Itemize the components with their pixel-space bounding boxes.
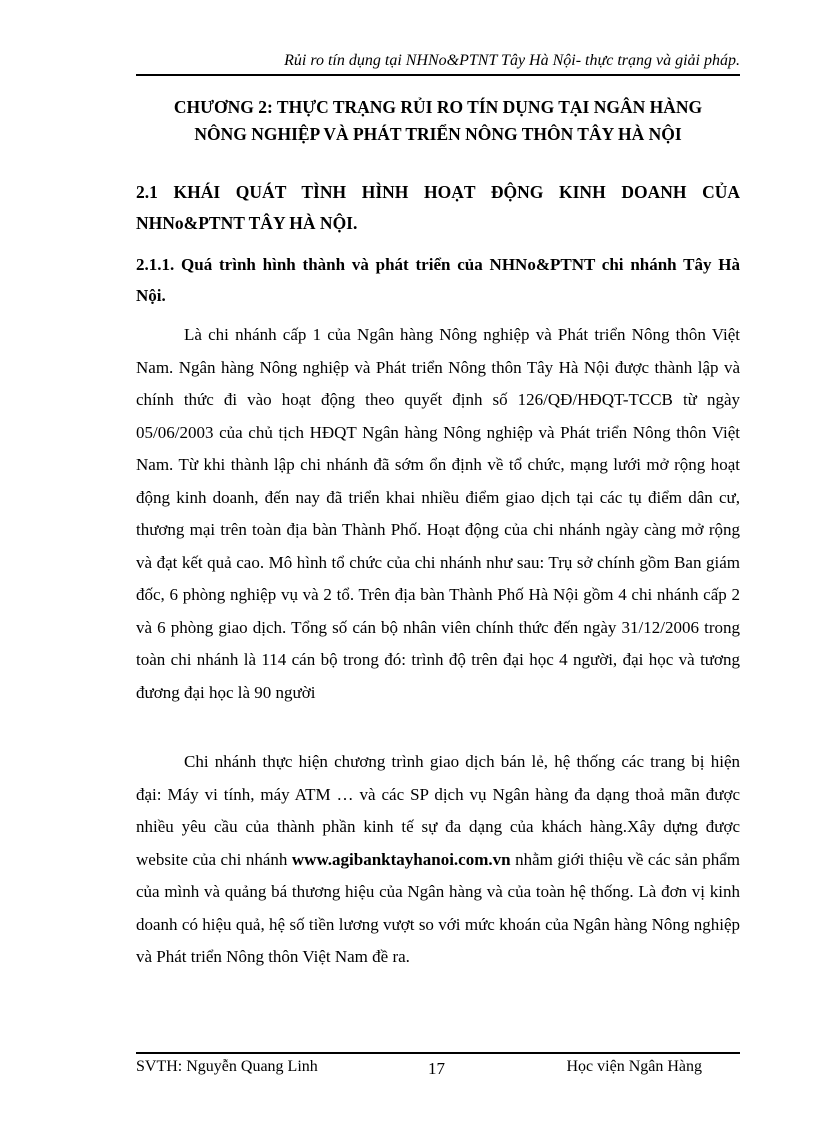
- body-paragraph-2: [136, 746, 740, 974]
- website-link[interactable]: www.agibanktayhanoi.com.vn: [291, 849, 511, 869]
- footer-author: SVTH: Nguyễn Quang Linh: [136, 1058, 318, 1075]
- paragraph-2-text-end: nhằm giới thiệu về các sản phẩm của mình và quảng bá thương hiệu của Ngân hàng và của toàn hệ thống. Là đơn vị kinh doanh có hiệu quả, hệ số tiền lương vượt so với mức khoán của Ngân hàng Nông nghiệp và Phát triển Nông thôn Việt Nam đề ra.: [136, 849, 741, 966]
- footer-rule: [136, 1052, 740, 1054]
- chapter-title-line-1: CHƯƠNG 2: THỰC TRẠNG RỦI RO TÍN DỤNG TẠI NGÂN HÀNG: [173, 97, 703, 117]
- chapter-title-line-2: NÔNG NGHIỆP VÀ PHÁT TRIỂN NÔNG THÔN TÂY HÀ NỘI: [194, 124, 682, 144]
- chapter-title: [136, 94, 740, 148]
- footer-institution: Học viện Ngân Hàng: [566, 1058, 702, 1075]
- header-rule: [136, 74, 740, 76]
- running-header: Rủi ro tín dụng tại NHNo&PTNT Tây Hà Nội- thực trạng và giải pháp.: [284, 52, 740, 69]
- section-heading: 2.1 KHÁI QUÁT TÌNH HÌNH HOẠT ĐỘNG KINH DOANH CỦA NHNo&PTNT TÂY HÀ NỘI.: [136, 182, 740, 233]
- page-footer: [136, 1056, 740, 1080]
- paragraph-2-text-start: Chi nhánh thực hiện chương trình giao dịch bán lẻ, hệ thống các trang bị hiện đại: Máy vi tính, máy ATM … và các SP dịch vụ Ngân hàng đa dạng thoả mãn được nhiều yêu cầu của thành phần kinh tế sự đa dạng của khách hàng.Xây dựng được website của chi nhánh: [136, 752, 740, 869]
- body-paragraph-1: Là chi nhánh cấp 1 của Ngân hàng Nông nghiệp và Phát triển Nông thôn Việt Nam. Ngân hàng Nông nghiệp và Phát triển Nông thôn Tây Hà Nội được thành lập và chính thức đi vào hoạt động theo quyết định số 126/QĐ/HĐQT-TCCB từ ngày 05/06/2003 của chủ tịch HĐQT Ngân hàng Nông nghiệp và Phát triển Nông thôn Việt Nam. Từ khi thành lập chi nhánh đã sớm ổn định về tổ chức, mạng lưới mở rộng hoạt động kinh doanh, đến nay đã triển khai nhiều điểm giao dịch tại các tụ điểm dân cư, thương mại trên toàn địa bàn Thành Phố. Hoạt động của chi nhánh ngày càng mở rộng và đạt kết quả cao. Mô hình tổ chức của chi nhánh như sau: Trụ sở chính gồm Ban giám đốc, 6 phòng nghiệp vụ và 2 tổ. Trên địa bàn Thành Phố Hà Nội gồm 4 chi nhánh cấp 2 và 6 phòng giao dịch. Tổng số cán bộ nhân viên chính thức đến ngày 31/12/2006 trong toàn chi nhánh là 114 cán bộ trong đó: trình độ trên đại học 4 người, đại học và tương đương đại học là 90 người: [136, 325, 740, 702]
- page-number: 17: [428, 1059, 445, 1078]
- subsection-heading: 2.1.1. Quá trình hình thành và phát triển của NHNo&PTNT chi nhánh Tây Hà Nội.: [136, 255, 740, 305]
